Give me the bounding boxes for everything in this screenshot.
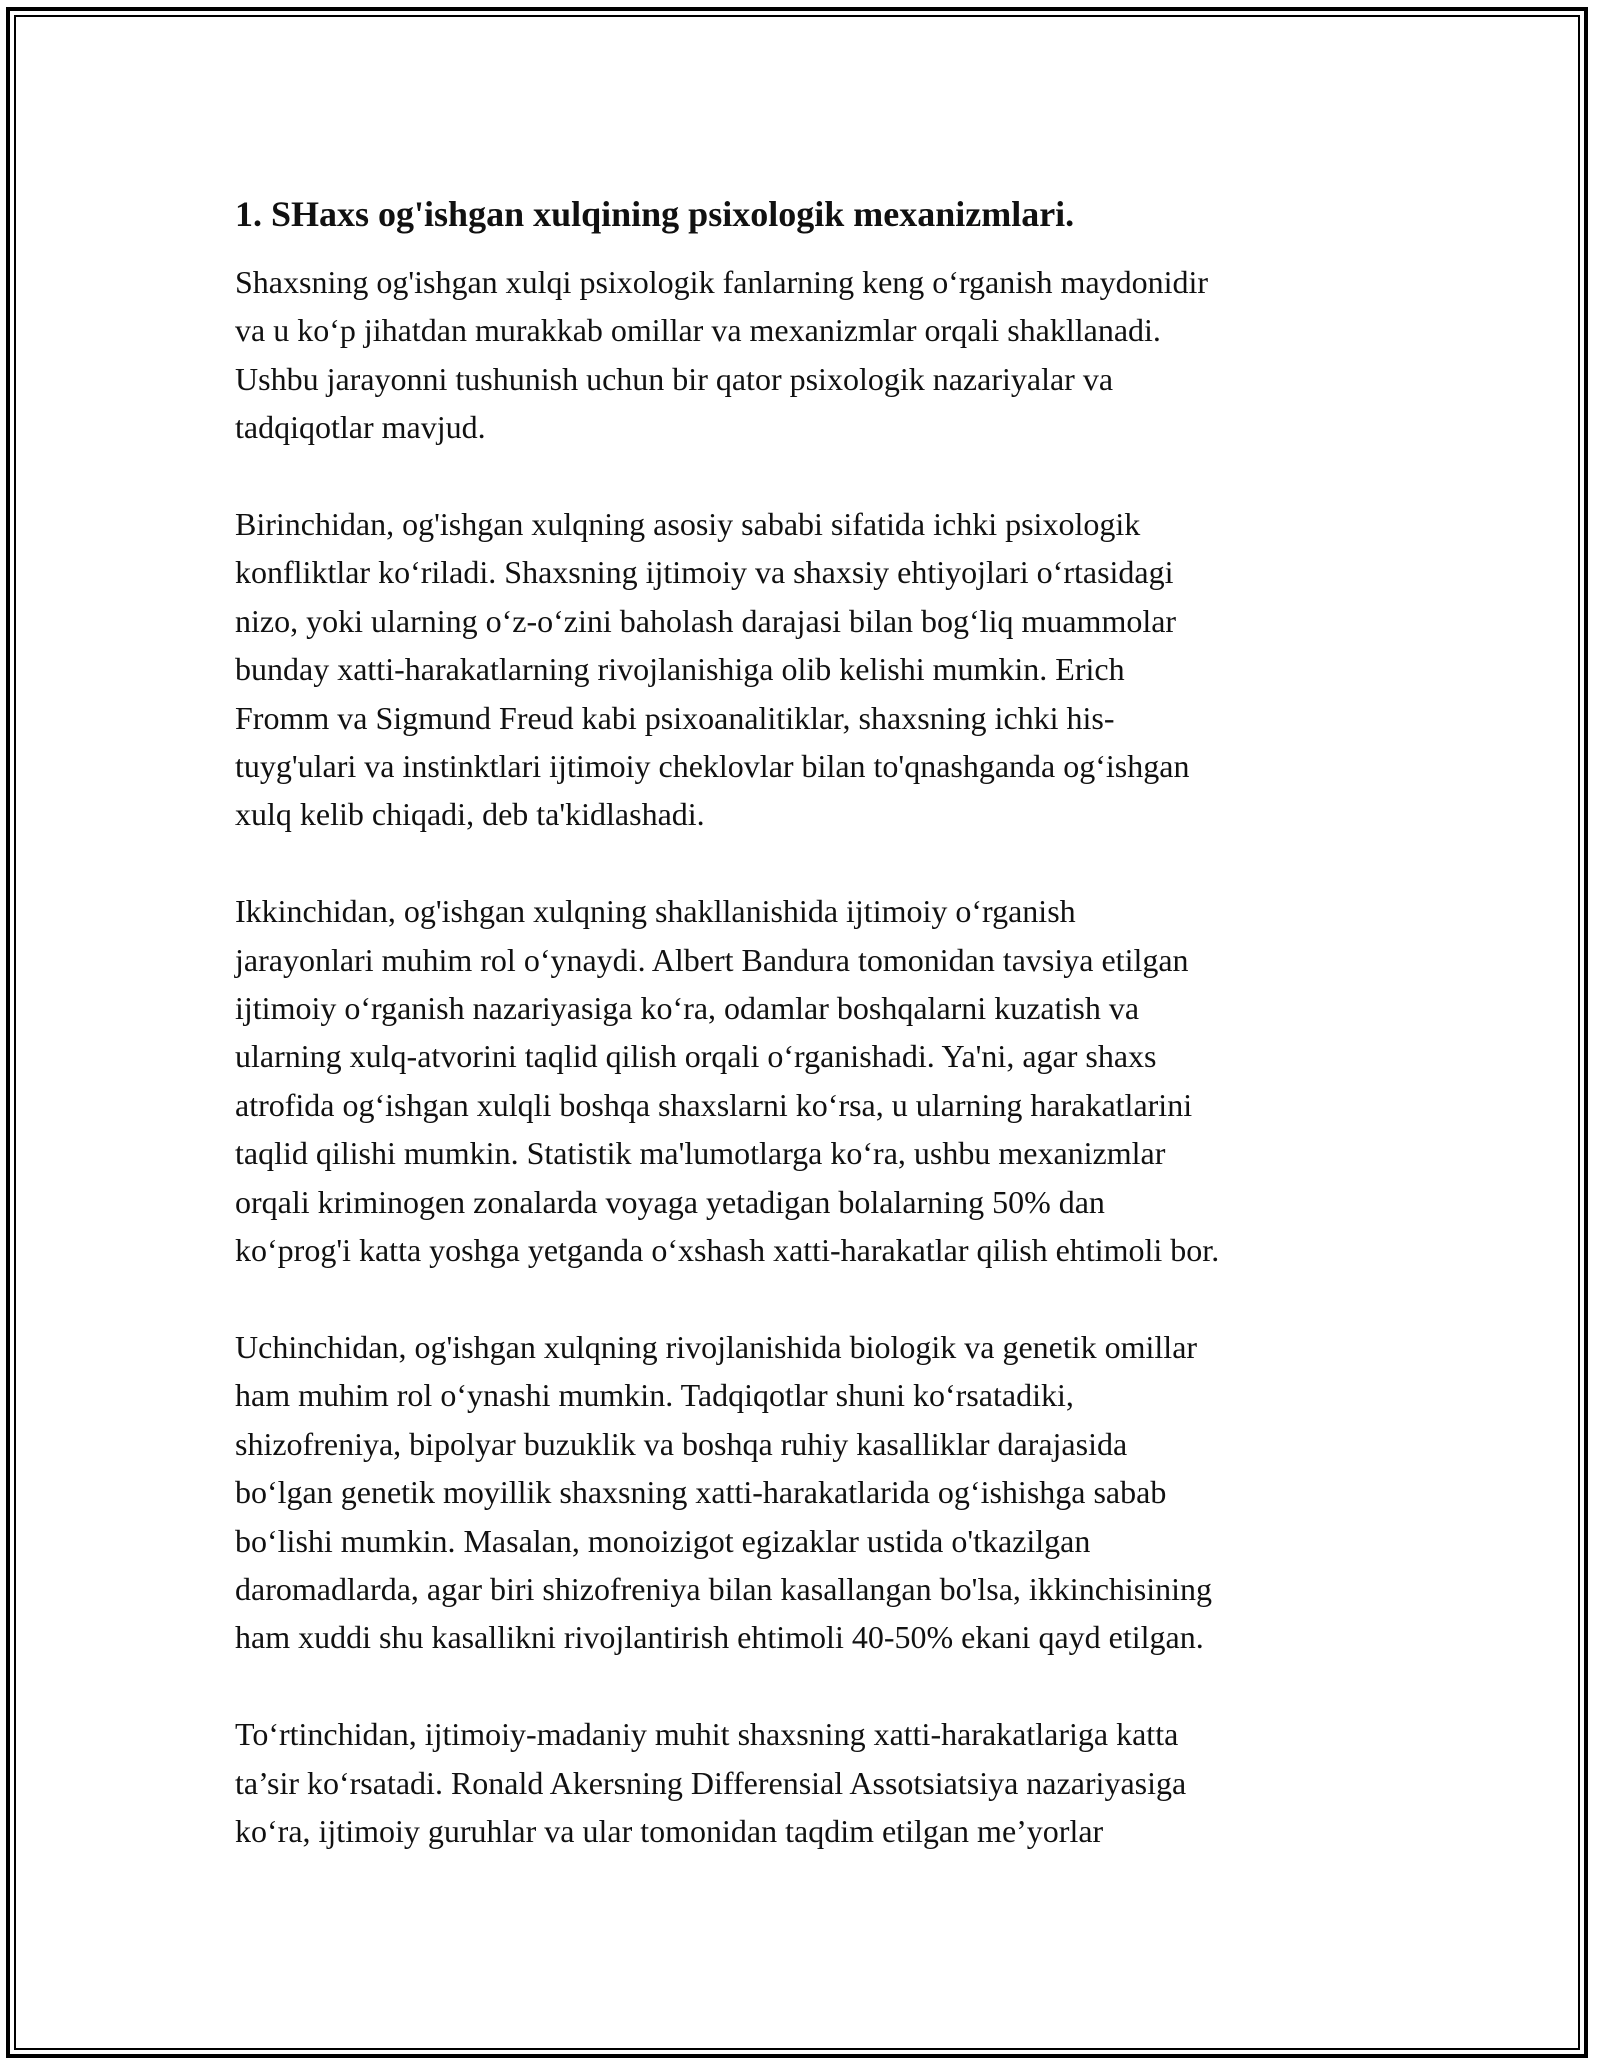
- paragraph-second: Ikkinchidan, og'ishgan xulqning shakllanishida ijtimoiy o‘rganish jarayonlari muhim rol o‘ynaydi. Albert Bandura tomonidan tavsiya etilgan ijtimoiy o‘rganish nazariyasiga ko‘ra, odamlar boshqalarni kuzatish va ularning xulq-atvorini taqlid qilish orqali o‘rganishadi. Ya'ni, agar shaxs atrofida og‘ishgan xulqli boshqa shaxslarni ko‘rsa, u ularning harakatlarini taqlid qilishi mumkin. Statistik ma'lumotlarga ko‘ra, ushbu mexanizmlar orqali kriminogen zonalarda voyaga yetadigan bolalarning 50% dan ko‘prog'i katta yoshga yetganda o‘xshash xatti-harakatlar qilish ehtimoli bor.: [235, 893, 1220, 1269]
- document-content: [235, 190, 1375, 1904]
- paragraph-fourth: To‘rtinchidan, ijtimoiy-madaniy muhit shaxsning xatti-harakatlariga katta ta’sir ko‘rsatadi. Ronald Akersning Differensial Assotsiatsiya nazariyasiga ko‘ra, ijtimoiy guruhlar va ular tomonidan taqdim etilgan me’yorlar: [235, 1716, 1187, 1849]
- paragraph-intro: Shaxsning og'ishgan xulqi psixologik fanlarning keng o‘rganish maydonidir va u ko‘p jihatdan murakkab omillar va mexanizmlar orqali shakllanadi. Ushbu jarayonni tushunish uchun bir qator psixologik nazariyalar va tadqiqotlar mavjud.: [235, 264, 1209, 446]
- paragraph-first: Birinchidan, og'ishgan xulqning asosiy sababi sifatida ichki psixologik konfliktlar ko‘riladi. Shaxsning ijtimoiy va shaxsiy ehtiyojlari o‘rtasidagi nizo, yoki ularning o‘z-o‘zini baholash darajasi bilan bog‘liq muammolar bunday xatti-harakatlarning rivojlanishiga olib kelishi mumkin. Erich Fromm va Sigmund Freud kabi psixoanalitiklar, shaxsning ichki his- tuyg'ulari va instinktlari ijtimoiy cheklovlar bilan to'qnashganda og‘ishgan xulq kelib chiqadi, deb ta'kidlashadi.: [235, 506, 1190, 833]
- section-title: 1. SHaxs og'ishgan xulqining psixologik mexanizmlari.: [235, 194, 1075, 234]
- paragraph-third: Uchinchidan, og'ishgan xulqning rivojlanishida biologik va genetik omillar ham muhim rol o‘ynashi mumkin. Tadqiqotlar shuni ko‘rsatadiki, shizofreniya, bipolyar buzuklik va boshqa ruhiy kasalliklar darajasida bo‘lgan genetik moyillik shaxsning xatti-harakatlarida og‘ishishga sabab bo‘lishi mumkin. Masalan, monoizigot egizaklar ustida o'tkazilgan daromadlarda, agar biri shizofreniya bilan kasallangan bo'lsa, ikkinchisining ham xuddi shu kasallikni rivojlantirish ehtimoli 40-50% ekani qayd etilgan.: [235, 1328, 1213, 1656]
